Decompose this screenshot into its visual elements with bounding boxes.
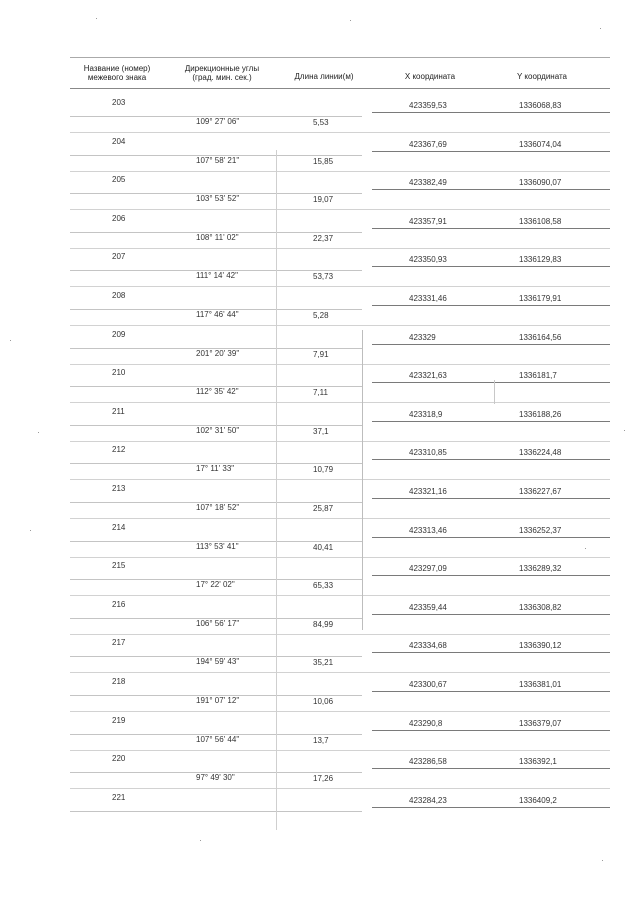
coordinate-rule [372,730,610,731]
scan-speck [38,432,39,433]
header-rule [70,57,610,58]
direction-angle: 112° 35' 42" [196,387,239,397]
segment-rule [70,711,610,712]
segment-rule [70,171,610,172]
scan-speck [200,840,201,841]
segment-rule [70,132,610,133]
coordinate-rule [372,382,610,383]
x-coordinate: 423310,85 [409,448,447,458]
coordinate-rule [372,537,610,538]
point-name: 215 [112,561,126,571]
point-name: 221 [112,792,126,802]
segment-rule [70,788,610,789]
direction-angle: 107° 58' 21" [196,155,240,165]
scan-speck [585,548,586,549]
direction-angle: 97° 49' 30" [196,773,235,783]
coordinate-rule [372,305,610,306]
coordinate-rule [372,228,610,229]
y-coordinate: 1336090,07 [519,178,562,188]
segment-rule [70,364,610,365]
segment-rule [70,518,610,519]
line-length: 10,79 [313,465,334,475]
x-coordinate: 423318,9 [409,409,443,419]
point-name: 216 [112,599,126,609]
point-name: 220 [112,754,126,764]
coordinate-rule [372,112,610,113]
direction-angle: 117° 46' 44" [196,310,239,319]
coordinate-rule [372,768,610,769]
direction-angle: 108° 11' 02" [196,232,239,242]
point-name: 203 [112,98,126,107]
line-length: 65,33 [313,581,334,591]
y-coordinate: 1336381,01 [519,680,562,689]
x-coordinate: 423329 [409,332,436,342]
coordinate-rule [372,151,610,152]
line-length: 7,91 [313,349,329,359]
coordinate-rule [372,614,610,615]
point-name: 209 [112,329,126,339]
header-length: Длина линии(м) [294,72,354,81]
x-coordinate: 423367,69 [409,139,447,149]
direction-angle: 191° 07' 12" [196,696,240,705]
y-coordinate: 1336308,82 [519,602,562,612]
direction-angle: 17° 11' 33" [196,464,235,474]
line-length: 17,26 [313,774,334,784]
scan-speck [350,20,351,21]
line-length: 37,1 [313,426,329,436]
point-name: 205 [112,175,126,185]
segment-rule [70,209,610,210]
x-coordinate: 423284,23 [409,795,447,805]
segment-rule [70,441,610,442]
line-length: 53,73 [313,272,334,282]
y-coordinate: 1336181,7 [519,371,557,381]
line-length: 35,21 [313,658,334,668]
y-coordinate: 1336379,07 [519,718,562,728]
line-length: 22,37 [313,233,334,243]
point-name: 214 [112,522,126,532]
x-coordinate: 423286,58 [409,757,447,767]
line-length: 15,85 [313,156,334,166]
coordinate-rule [372,189,610,190]
line-length: 19,07 [313,195,334,205]
segment-rule [70,634,610,635]
x-coordinate: 423359,53 [409,101,447,110]
point-name: 217 [112,638,126,648]
x-coordinate: 423321,63 [409,371,447,381]
y-coordinate: 1336074,04 [519,139,562,149]
y-coordinate: 1336188,26 [519,409,562,419]
header-angle [172,64,272,82]
scan-speck [624,430,625,431]
coordinate-rule [372,498,610,499]
y-coordinate: 1336179,91 [519,294,562,303]
point-name: 212 [112,445,126,455]
x-coordinate: 423290,8 [409,718,443,728]
segment-rule [70,248,610,249]
direction-angle: 17° 22' 02" [196,580,235,590]
line-length: 13,7 [313,735,329,745]
y-coordinate: 1336390,12 [519,641,562,651]
line-length: 10,06 [313,697,334,706]
direction-angle: 201° 20' 39" [196,348,240,358]
x-coordinate: 423382,49 [409,178,447,188]
x-coordinate: 423331,46 [409,294,447,303]
x-coordinate: 423313,46 [409,525,447,535]
point-name: 208 [112,291,126,300]
y-coordinate: 1336129,83 [519,255,562,265]
coordinate-rule [372,266,610,267]
header-underline [70,88,610,89]
direction-angle: 107° 56' 44" [196,734,240,744]
coordinate-rule [372,575,610,576]
point-name: 213 [112,484,126,493]
y-coordinate: 1336068,83 [519,101,562,110]
line-length: 25,87 [313,504,334,513]
direction-angle: 111° 14' 42" [196,271,238,281]
header-angle-line2: (град. мин. сек.) [192,73,252,82]
x-coordinate: 423350,93 [409,255,447,265]
coordinate-rule [372,691,610,692]
header-y: Y координата [516,72,568,81]
coordinate-rule [372,459,610,460]
y-coordinate: 1336164,56 [519,332,562,342]
scan-speck [602,860,603,861]
y-coordinate: 1336108,58 [519,216,562,226]
scan-speck [600,28,601,29]
direction-angle: 103° 53' 52" [196,194,240,204]
segment-rule [70,402,610,403]
scan-speck [30,530,31,531]
coordinate-rule [372,807,610,808]
y-coordinate: 1336224,48 [519,448,562,458]
header-name [76,64,158,82]
point-name: 207 [112,252,126,262]
point-name: 211 [112,406,125,416]
column-divider [276,150,277,830]
x-coordinate: 423297,09 [409,564,447,574]
point-name: 210 [112,368,126,378]
point-name: 219 [112,715,126,725]
column-divider [494,380,495,404]
point-name: 204 [112,136,126,146]
coordinate-rule [372,652,610,653]
header-x: X координата [404,72,456,81]
direction-angle: 113° 53' 41" [196,541,239,551]
column-divider [362,330,363,630]
segment-rule [70,286,610,287]
coordinate-rule [372,344,610,345]
segment-rule [70,325,610,326]
line-length: 84,99 [313,619,334,629]
y-coordinate: 1336289,32 [519,564,562,574]
header-name-line2: межевого знака [87,73,147,82]
header-name-line1: Название (номер) [83,64,151,73]
coordinate-rule [372,421,610,422]
direction-angle: 102° 31' 50" [196,425,240,435]
direction-angle: 106° 56' 17" [196,618,240,628]
x-coordinate: 423334,68 [409,641,447,651]
y-coordinate: 1336392,1 [519,757,557,767]
y-coordinate: 1336409,2 [519,795,557,805]
scan-speck [10,340,11,341]
y-coordinate: 1336227,67 [519,487,562,496]
line-length: 7,11 [313,388,328,398]
point-rule [70,811,362,812]
x-coordinate: 423357,91 [409,216,447,226]
line-length: 5,28 [313,311,329,320]
scan-speck [96,18,97,19]
point-name: 206 [112,213,126,223]
direction-angle: 107° 18' 52" [196,503,240,512]
line-length: 40,41 [313,542,334,552]
segment-rule [70,595,610,596]
segment-rule [70,557,610,558]
y-coordinate: 1336252,37 [519,525,562,535]
x-coordinate: 423321,16 [409,487,447,496]
direction-angle: 109° 27' 06" [196,117,240,126]
segment-rule [70,672,610,673]
header-angle-line1: Дирекционные углы [184,64,260,73]
segment-rule [70,750,610,751]
direction-angle: 194° 59' 43" [196,657,240,667]
segment-rule [70,479,610,480]
line-length: 5,53 [313,118,329,127]
point-name: 218 [112,677,126,686]
x-coordinate: 423300,67 [409,680,447,689]
x-coordinate: 423359,44 [409,602,447,612]
